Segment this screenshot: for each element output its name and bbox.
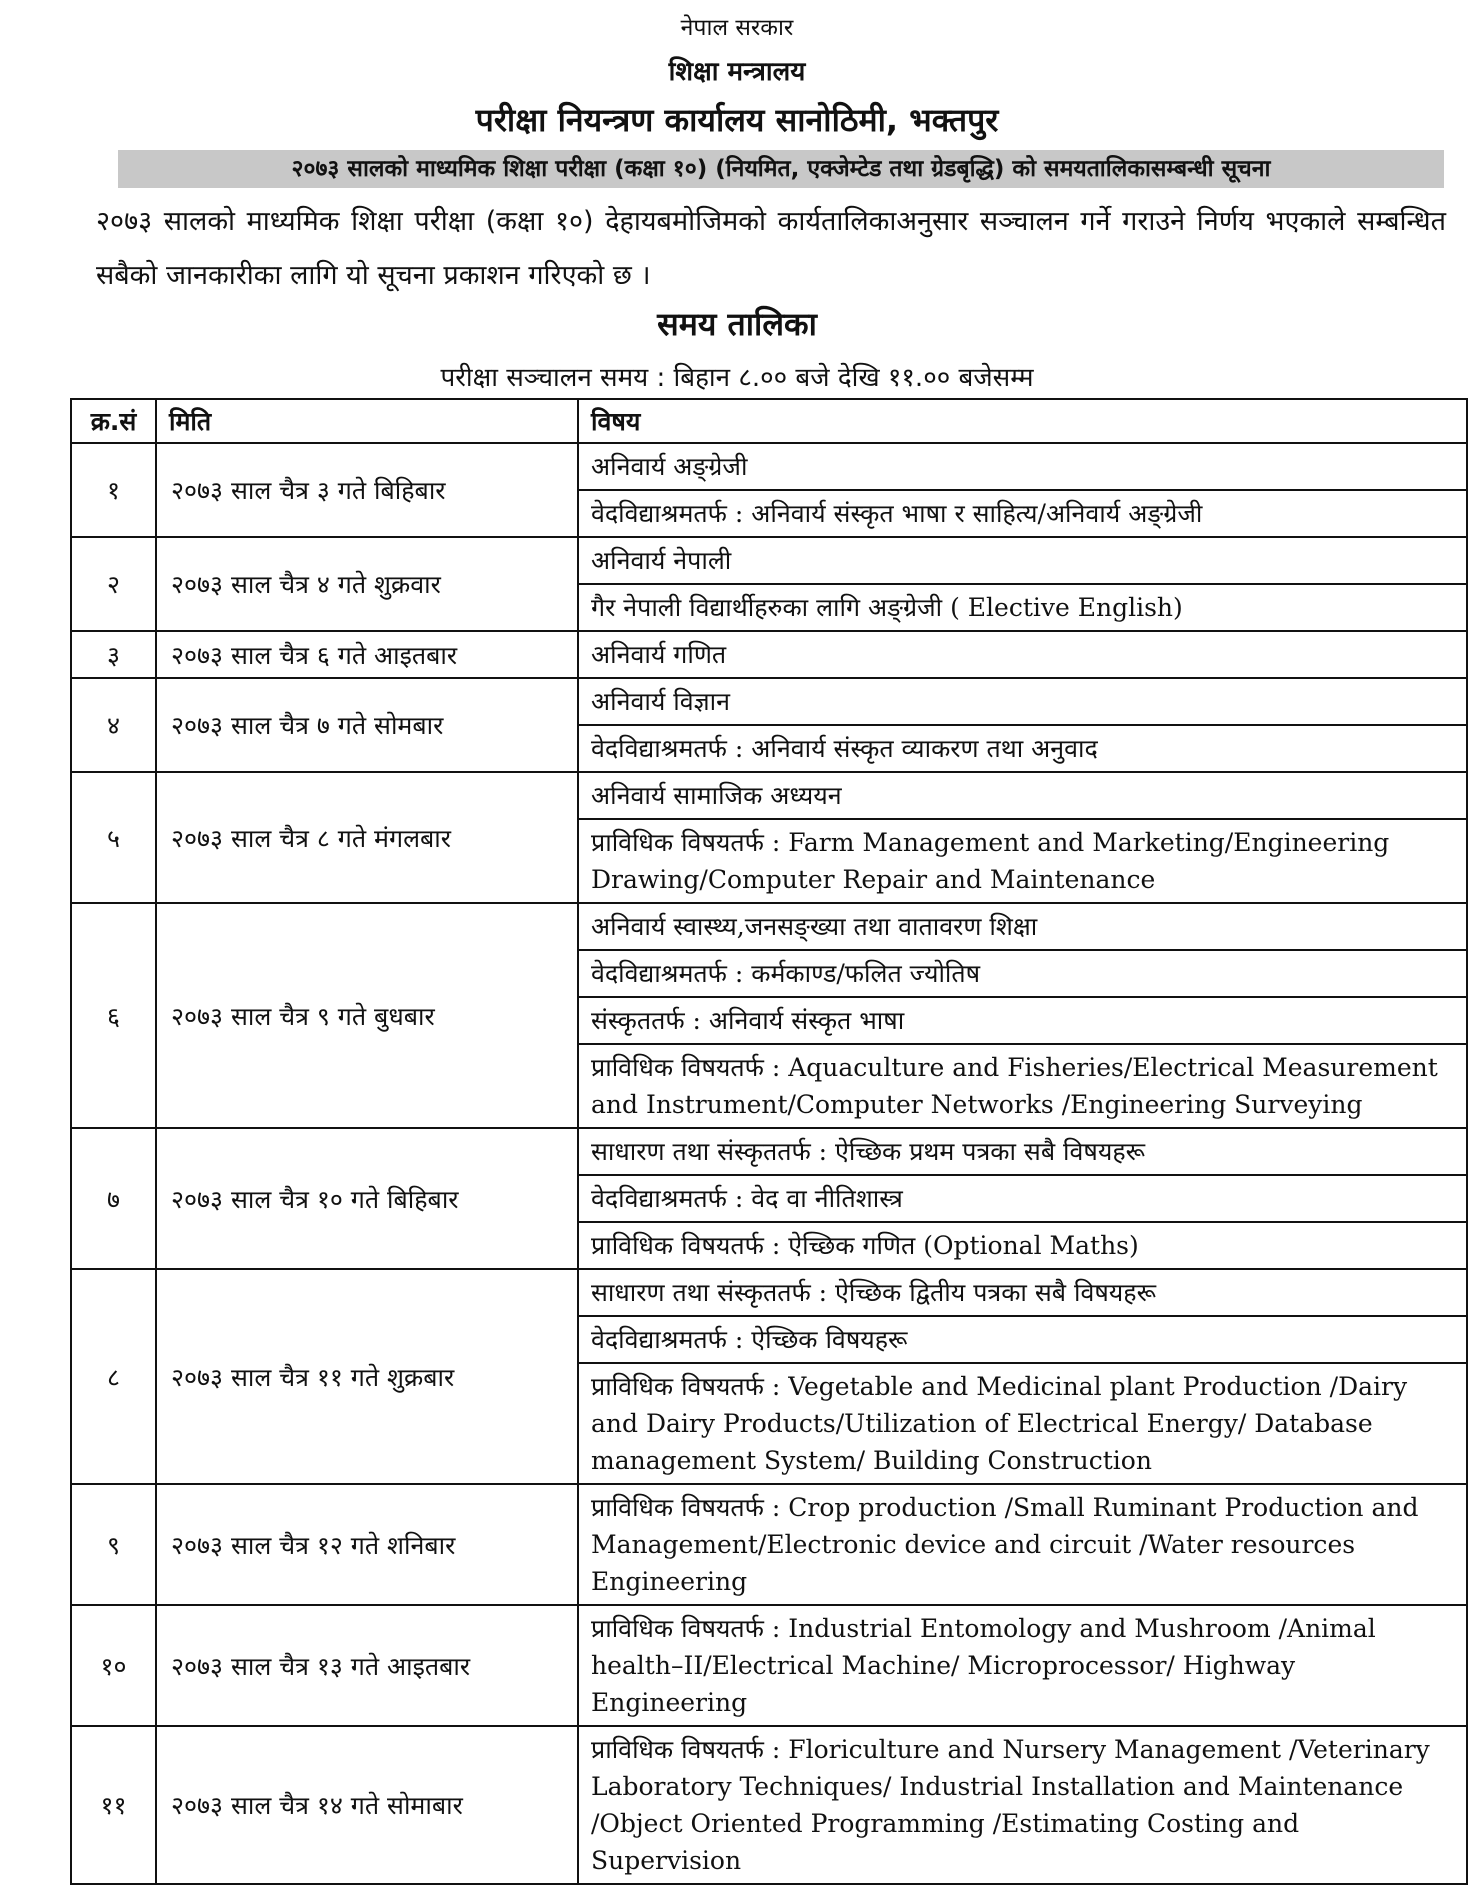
subject-cell: प्राविधिक विषयतर्फ : Crop production /Small Ruminant Production and Management/Electronic device and circuit /Water resources Engineering — [578, 1484, 1467, 1605]
subject-cell: प्राविधिक विषयतर्फ : ऐच्छिक गणित (Optional Maths) — [578, 1222, 1467, 1269]
date-cell: २०७३ साल चैत्र १४ गते सोमाबार — [156, 1726, 578, 1884]
government-heading: नेपाल सरकार — [680, 15, 794, 41]
subject-cell: प्राविधिक विषयतर्फ : Floriculture and Nursery Management /Veterinary Laboratory Techniques/ Industrial Installation and Maintenance /Object Oriented Programming /Estimating Costing and Supervision — [578, 1726, 1467, 1884]
subject-cell: अनिवार्य स्वास्थ्य,जनसङ्ख्या तथा वातावरण शिक्षा — [578, 903, 1467, 950]
serial-number-cell: २ — [71, 537, 156, 631]
serial-number-cell: ६ — [71, 903, 156, 1128]
date-cell: २०७३ साल चैत्र ३ गते बिहिबार — [156, 443, 578, 537]
table-row — [71, 772, 1467, 819]
ministry-heading: शिक्षा मन्त्रालय — [668, 57, 806, 87]
notice-title: २०७३ सालको माध्यमिक शिक्षा परीक्षा (कक्षा १०) (नियमित, एक्जेम्टेड तथा ग्रेडबृद्धि) को समयतालिकासम्बन्धी सूचना — [118, 150, 1444, 188]
table-row — [71, 443, 1467, 490]
serial-number-cell: ५ — [71, 772, 156, 903]
header-date: मिति — [156, 399, 578, 443]
date-cell: २०७३ साल चैत्र १३ गते आइतबार — [156, 1605, 578, 1726]
table-row — [71, 1128, 1467, 1175]
subject-cell: अनिवार्य सामाजिक अध्ययन — [578, 772, 1467, 819]
subject-cell: अनिवार्य गणित — [578, 631, 1467, 678]
table-row — [71, 631, 1467, 678]
serial-number-cell: १० — [71, 1605, 156, 1726]
date-cell: २०७३ साल चैत्र ८ गते मंगलबार — [156, 772, 578, 903]
serial-number-cell: ८ — [71, 1269, 156, 1484]
subject-cell: वेदविद्याश्रमतर्फ : कर्मकाण्ड/फलित ज्योतिष — [578, 950, 1467, 997]
date-cell: २०७३ साल चैत्र ९ गते बुधबार — [156, 903, 578, 1128]
subject-cell: अनिवार्य नेपाली — [578, 537, 1467, 584]
date-cell: २०७३ साल चैत्र ४ गते शुक्रवार — [156, 537, 578, 631]
table-row — [71, 1269, 1467, 1316]
subject-cell: साधारण तथा संस्कृततर्फ : ऐच्छिक प्रथम पत्रका सबै विषयहरू — [578, 1128, 1467, 1175]
subject-cell: प्राविधिक विषयतर्फ : Vegetable and Medicinal plant Production /Dairy and Dairy Products/Utilization of Electrical Energy/ Database management System/ Building Construction — [578, 1363, 1467, 1484]
header-subject: विषय — [578, 399, 1467, 443]
date-cell: २०७३ साल चैत्र ११ गते शुक्रबार — [156, 1269, 578, 1484]
subject-cell: संस्कृततर्फ : अनिवार्य संस्कृत भाषा — [578, 997, 1467, 1044]
table-row — [71, 678, 1467, 725]
serial-number-cell: ९ — [71, 1484, 156, 1605]
table-row — [71, 903, 1467, 950]
exam-time: परीक्षा सञ्चालन समय : बिहान ८.०० बजे देखि ११.०० बजेसम्म — [440, 363, 1034, 393]
date-cell: २०७३ साल चैत्र १२ गते शनिबार — [156, 1484, 578, 1605]
serial-number-cell: ७ — [71, 1128, 156, 1269]
serial-number-cell: १ — [71, 443, 156, 537]
subject-cell: साधारण तथा संस्कृततर्फ : ऐच्छिक द्वितीय पत्रका सबै विषयहरू — [578, 1269, 1467, 1316]
table-row — [71, 1605, 1467, 1726]
subject-cell: प्राविधिक विषयतर्फ : Aquaculture and Fisheries/Electrical Measurement and Instrument/Computer Networks /Engineering Surveying — [578, 1044, 1467, 1128]
header-sn: क्र.सं — [71, 399, 156, 443]
serial-number-cell: ११ — [71, 1726, 156, 1884]
table-row — [71, 537, 1467, 584]
subject-cell: गैर नेपाली विद्यार्थीहरुका लागि अङ्ग्रेजी ( Elective English) — [578, 584, 1467, 631]
office-heading: परीक्षा नियन्त्रण कार्यालय सानोठिमी, भक्तपुर — [475, 101, 999, 139]
subject-cell: अनिवार्य अङ्ग्रेजी — [578, 443, 1467, 490]
timetable-title: समय तालिका — [657, 305, 817, 343]
schedule-table — [70, 398, 1468, 1885]
table-row — [71, 1484, 1467, 1605]
serial-number-cell: ३ — [71, 631, 156, 678]
serial-number-cell: ४ — [71, 678, 156, 772]
table-row — [71, 1726, 1467, 1884]
date-cell: २०७३ साल चैत्र ७ गते सोमबार — [156, 678, 578, 772]
notice-paragraph: २०७३ सालको माध्यमिक शिक्षा परीक्षा (कक्षा १०) देहायबमोजिमको कार्यतालिकाअनुसार सञ्चालन गर्ने गराउने निर्णय भएकाले सम्बन्धित सबैको जानकारीका लागि यो सूचना प्रकाशन गरिएको छ । — [96, 206, 1446, 291]
subject-cell: वेदविद्याश्रमतर्फ : अनिवार्य संस्कृत भाषा र साहित्य/अनिवार्य अङ्ग्रेजी — [578, 490, 1467, 537]
subject-cell: प्राविधिक विषयतर्फ : Industrial Entomology and Mushroom /Animal health–II/Electrical Machine/ Microprocessor/ Highway Engineering — [578, 1605, 1467, 1726]
date-cell: २०७३ साल चैत्र १० गते बिहिबार — [156, 1128, 578, 1269]
date-cell: २०७३ साल चैत्र ६ गते आइतबार — [156, 631, 578, 678]
schedule-body — [71, 443, 1467, 1884]
subject-cell: वेदविद्याश्रमतर्फ : ऐच्छिक विषयहरू — [578, 1316, 1467, 1363]
subject-cell: प्राविधिक विषयतर्फ : Farm Management and Marketing/Engineering Drawing/Computer Repair and Maintenance — [578, 819, 1467, 903]
table-header-row — [71, 399, 1467, 443]
subject-cell: अनिवार्य विज्ञान — [578, 678, 1467, 725]
subject-cell: वेदविद्याश्रमतर्फ : अनिवार्य संस्कृत व्याकरण तथा अनुवाद — [578, 725, 1467, 772]
subject-cell: वेदविद्याश्रमतर्फ : वेद वा नीतिशास्त्र — [578, 1175, 1467, 1222]
